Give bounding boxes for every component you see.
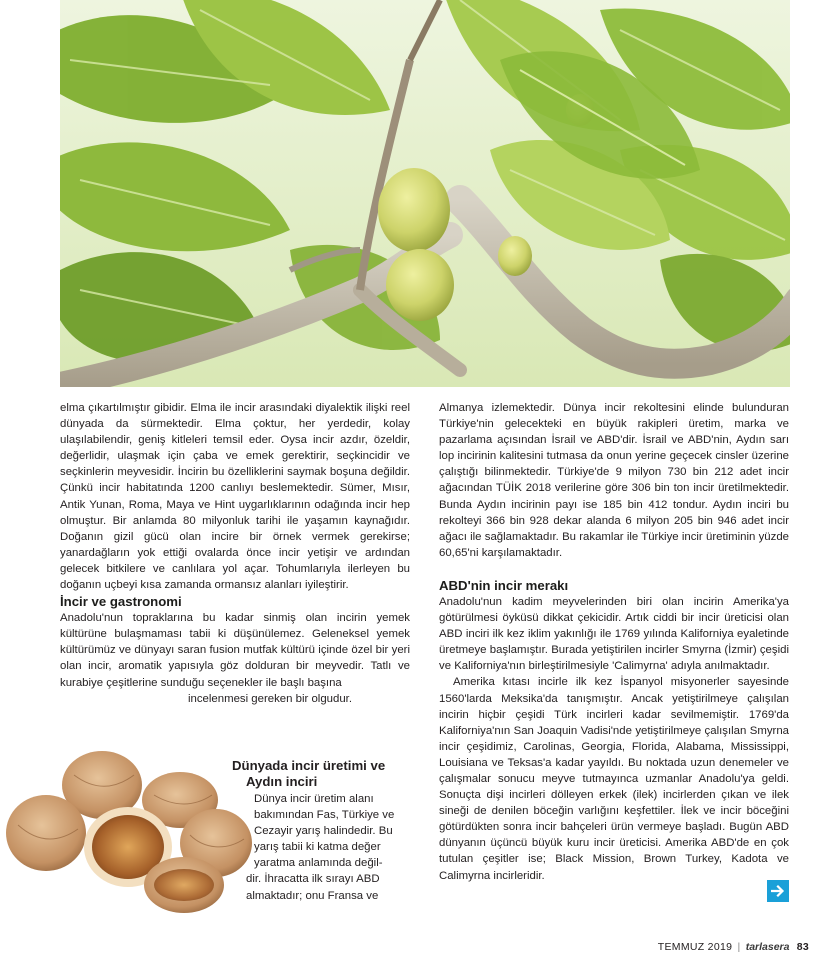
dried-figs-photo [4,745,256,920]
production-heading-line1: Dünyada incir üretimi ve [232,758,386,773]
production-heading [232,758,404,790]
right-intro-paragraph: Almanya izlemektedir. Dünya incir rekoltesini elinde bulunduran Türkiye'nin gelecekteki en büyük rakipleri üretim, marka ve pazarlama açısından İsrail ve ABD'dir. İsrail ve ABD'nin, Aydın sarı lop incirinin kalitesini tutmasa da onun yerine geçecek cinsler üzerine çalıştığı bilinmektedir. Türkiye'de 9 milyon 730 bin 212 adet incir ağacından TÜİK 2018 verilerine göre 306 bin ton incir üretilmektedir. Bunda Aydın incirinin payı ise 185 bin 412 tondur. Aydın inciri bu rekolteyi 366 bin 928 dekar alanda 6 milyon 205 bin 946 adet incir ağacı ile sağlamaktadır. Bu rakamlar ile Türkiye incir üretiminin yüzde 60,65'ni karşılamaktadır. [439,402,789,559]
hero-photo-fig-tree [60,0,790,387]
production-heading-line2: Aydın inciri [246,774,318,789]
abd-paragraph-2: Amerika kıtası incirle ilk kez İspanyol misyonerler sayesinde 1560'larda Meksika'da tanışmıştır. Ancak yetiştirilmeye çalışılan incirin hiçbir çeşidi Türk incirleri kadar sevilmemiştir. 1769'da Kaliforniya'nın San Joaquin Vadisi'nde yetiştirilmeye çalışılan Smyrna incir çeşidimiz, Carolinas, Georgia, Florida, Alabama, Mississippi, Louisiana ve Teksas'a kadar yayıldı. Bu noktada uzun denemeler ve çalışmalar sonucu meyve tutmayınca uzmanlar Anadolu'ya geldi. Sonuçta dişi incirleri dölleyen erkek (ilek) incirlerden çıkan ve ilek sineği de denilen böceğin varlığını keşfettiler. İlek ve incir böceğini götürdükten sonra incir bahçeleri ürün vermeye başladı. Bugün ABD dünyanın üçüncü büyük kuru incir üreticisi. Amerika ABD'de en çok tutulan çeşitler ise; Black Mission, Brown Turkey, Kadota ve Calimyrna incirleridir. [439,676,789,882]
magazine-brand: tarlasera [745,941,790,953]
abd-heading: ABD'nin incir merakı [439,577,569,593]
page-footer [658,941,809,953]
production-line: Dünya incir üretim alanı [254,793,374,805]
abd-paragraph-1: Anadolu'nun kadim meyvelerinden biri olan incirin Amerika'ya götürülmesi öyküsü dikkat çekicidir. Artık ciddi bir incir üreticisi olan ABD inciri ilk kez iklim yakınlığı ile 1769 yılında Kaliforniya eyaletinde üretmeye başlamıştır. Burada yetiştirilen incirler Smyrna (İzmir) çeşidi ve Kaliforniya'nın birleştirilmesiyle 'Calimyrna' adıyla anılmaktadır. [439,595,789,673]
production-line: almaktadır; onu Fransa ve [246,889,379,902]
production-line: Cezayir yarış halindedir. Bu [254,825,393,838]
production-line: yaratma anlamında değil- [254,857,383,870]
gastronomy-last-line: incelenmesi gereken bir olgudur. [188,692,352,705]
page-number: 83 [796,941,809,953]
gastronomy-heading: İncir ve gastronomi [60,594,182,610]
production-line: yarış tabii ki katma değer [254,841,381,854]
left-intro-paragraph: elma çıkartılmıştır gibidir. Elma ile incir arasındaki diyalektik ilişki reel dünyada da sürmektedir. Elma çoktur, her yerdedir, kolay ulaşılabilendir, geniş kitleleri temsil eder. Oysa incir azdır, özeldir, değerlidir, ulaşmak için çaba ve emek gerektirir, seçkincidir ve seçkinlerin meyvesidir. İncirin bu özelliklerini saymak boşuna değildir. Çünkü incir habitatında 1200 canlıyı beslemektedir. Sümer, Mısır, Antik Yunan, Roma, Maya ve Hint uygarlıklarının odağında incir hep olmuştur. Bir anlamda 80 milyonluk tarihi ile yaşamın kaynağıdır. Doğanın gizil gücü olan incire bir örnek vermek gerekirse; yanardağların yok ettiği ovalarda önce incir yetişir ve ardından gelecek bitkilere ve canlılara yol açar. Tohumlarıyla ilerleyen bu doğanın uçbeyi kısa zamanda ormansız alanları iyileştirir. [60,402,410,592]
production-section [232,758,404,904]
gastronomy-paragraph: Anadolu'nun topraklarına bu kadar sinmiş olan incirin yemek kültürüne bulaşmaması tabii ki düşünülemez. Geleneksel yemek kültürümüz ve dünyayı saran fusion mutfak kültürü içinde özel bir yeri olan incir, aromatik yapısıyla göz dolduran bir meyvedir. Tatlı ve kurabiye çeşitlerine sunduğu seçenekler ile başlı başına [60,612,410,689]
left-column [60,400,410,707]
next-page-button[interactable] [767,880,789,902]
footer-separator: | [737,941,741,953]
arrow-right-icon [771,884,785,898]
right-column [439,400,789,884]
production-line: bakımından Fas, Türkiye ve [254,809,395,822]
production-line: dir. İhracatta ilk sırayı ABD [246,873,380,886]
issue-date: TEMMUZ 2019 [657,941,733,953]
production-paragraph [232,791,404,904]
